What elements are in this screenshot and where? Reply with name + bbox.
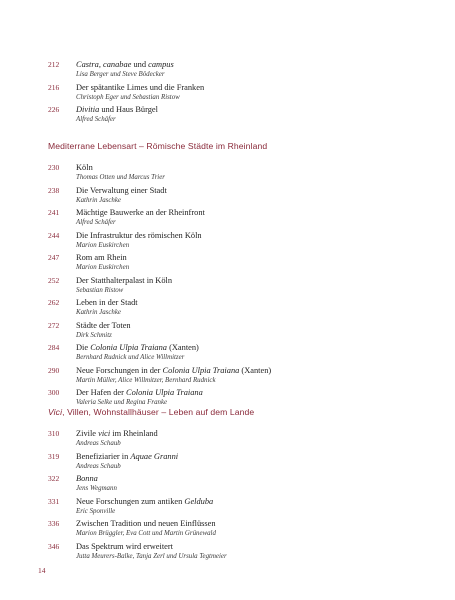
text-run: Die Infrastruktur des römischen Köln bbox=[76, 230, 202, 240]
toc-entry[interactable] bbox=[0, 518, 455, 541]
text-run: (Xanten) bbox=[239, 365, 272, 375]
text-run: , Villen, Wohnstallhäuser – Leben auf dem Lande bbox=[62, 407, 255, 417]
entry-authors: Valeria Selke und Regina Franke bbox=[76, 399, 168, 406]
entry-authors: Alfred Schäfer bbox=[76, 116, 116, 123]
entry-page-number: 346 bbox=[48, 541, 60, 551]
text-run: im Rheinland bbox=[110, 429, 158, 438]
text-run: Mächtige Bauwerke an der Rheinfront bbox=[76, 208, 205, 217]
entry-page-number: 216 bbox=[48, 82, 60, 92]
text-run: Neue Forschungen zum antiken bbox=[76, 496, 185, 506]
entry-page-number: 212 bbox=[48, 60, 60, 69]
entry-authors: Lisa Berger und Steve Bödecker bbox=[76, 71, 165, 78]
entry-page-number: 247 bbox=[48, 253, 60, 262]
toc-entry[interactable] bbox=[0, 342, 455, 365]
toc-entry[interactable] bbox=[0, 185, 455, 208]
text-run: Benefiziarier in bbox=[76, 451, 131, 461]
page-number: 14 bbox=[38, 566, 46, 575]
entry-page-number: 322 bbox=[48, 474, 60, 483]
toc-entry[interactable] bbox=[0, 59, 455, 82]
text-run: (Xanten) bbox=[166, 343, 199, 352]
toc-entry[interactable] bbox=[0, 473, 455, 496]
toc-top-entries bbox=[0, 59, 455, 127]
toc-entry[interactable] bbox=[0, 365, 455, 388]
entry-authors: Alfred Schäfer bbox=[76, 219, 116, 226]
text-run: Colonia Ulpia Traiana bbox=[126, 388, 203, 397]
entry-authors: Marion Euskirchen bbox=[76, 241, 130, 249]
entry-authors: Christoph Eger und Sebastian Ristow bbox=[76, 93, 180, 101]
toc-entry[interactable] bbox=[0, 275, 455, 298]
entry-authors: Martin Müller, Alice Willmitzer, Bernhard Rudnick bbox=[76, 376, 216, 384]
text-run: vici bbox=[98, 429, 111, 438]
text-run: campus bbox=[148, 60, 174, 69]
text-run: Neue Forschungen in der bbox=[76, 365, 163, 375]
entry-authors: Bernhard Rudnick und Alice Willmitzer bbox=[76, 354, 185, 361]
entry-page-number: 230 bbox=[48, 163, 60, 172]
entry-page-number: 252 bbox=[48, 275, 60, 285]
toc-entry[interactable] bbox=[0, 451, 455, 474]
entry-page-number: 290 bbox=[48, 365, 60, 375]
toc-entry[interactable] bbox=[0, 541, 455, 564]
text-run: Das Spektrum wird erweitert bbox=[76, 541, 173, 551]
text-run: Rom am Rhein bbox=[76, 253, 127, 262]
entry-authors: Jens Wegmann bbox=[76, 485, 117, 492]
entry-page-number: 238 bbox=[48, 185, 60, 195]
text-run: Die bbox=[76, 343, 91, 352]
text-run: Der spätantike Limes und die Franken bbox=[76, 82, 205, 92]
entry-authors: Andreas Schaub bbox=[76, 440, 121, 447]
section-heading-staedte bbox=[48, 141, 267, 151]
entry-page-number: 310 bbox=[48, 429, 60, 438]
text-run: Divitia bbox=[76, 105, 100, 114]
text-run: , bbox=[98, 60, 103, 69]
text-run: Zwischen Tradition und neuen Einflüssen bbox=[76, 519, 216, 528]
section-heading-land bbox=[48, 407, 254, 417]
entry-page-number: 300 bbox=[48, 388, 60, 397]
entry-authors: Eric Sponville bbox=[76, 507, 116, 515]
entry-authors: Jutta Meurers-Balke, Tanja Zerl und Ursula Tegtmeier bbox=[76, 552, 227, 560]
toc-entry[interactable] bbox=[0, 496, 455, 519]
entry-authors: Kathrin Jaschke bbox=[76, 309, 121, 316]
entry-page-number: 226 bbox=[48, 105, 60, 114]
text-run: Colonia Ulpia Traiana bbox=[162, 365, 240, 375]
text-run: und Haus Bürgel bbox=[99, 105, 158, 114]
entry-authors: Marion Euskirchen bbox=[76, 264, 130, 271]
toc-entry[interactable] bbox=[0, 320, 455, 343]
text-run: Der Statthalterpalast in Köln bbox=[76, 275, 173, 285]
text-run: Gelduba bbox=[184, 496, 214, 506]
text-run: Köln bbox=[76, 163, 93, 172]
entry-authors: Dirk Schmitz bbox=[76, 331, 112, 339]
entry-page-number: 244 bbox=[48, 230, 60, 240]
toc-entry[interactable] bbox=[0, 162, 455, 185]
text-run: und bbox=[131, 60, 149, 69]
text-run: Leben in der Stadt bbox=[76, 298, 138, 307]
text-run: Mediterrane Lebensart – Römische Städte im Rheinland bbox=[48, 141, 268, 151]
text-run: Zivile bbox=[76, 429, 99, 438]
entry-page-number: 241 bbox=[48, 208, 60, 217]
text-run: Die Verwaltung einer Stadt bbox=[76, 185, 167, 195]
entry-page-number: 331 bbox=[48, 496, 60, 506]
entry-authors: Kathrin Jaschke bbox=[76, 196, 121, 204]
entry-page-number: 336 bbox=[48, 519, 60, 528]
text-run: Städte der Toten bbox=[76, 320, 131, 330]
entry-page-number: 284 bbox=[48, 343, 60, 352]
text-run: canabae bbox=[103, 60, 132, 69]
toc-entry[interactable] bbox=[0, 428, 455, 451]
entry-authors: Andreas Schaub bbox=[76, 462, 121, 470]
text-run: Der Hafen der bbox=[76, 388, 126, 397]
toc-entry[interactable] bbox=[0, 230, 455, 253]
text-run: Vici bbox=[48, 407, 63, 417]
entry-page-number: 272 bbox=[48, 320, 60, 330]
text-run: Colonia Ulpia Traiana bbox=[90, 343, 167, 352]
entry-authors: Marion Brüggler, Eva Cott und Martin Grünewald bbox=[76, 530, 216, 537]
toc-entry[interactable] bbox=[0, 207, 455, 230]
text-run: Bonna bbox=[76, 474, 98, 483]
toc-entry[interactable] bbox=[0, 252, 455, 275]
toc-entry[interactable] bbox=[0, 297, 455, 320]
entry-page-number: 319 bbox=[48, 451, 60, 461]
text-run: Castra bbox=[76, 60, 99, 69]
toc-section-staedte bbox=[0, 162, 455, 410]
entry-authors: Sebastian Ristow bbox=[76, 286, 124, 294]
toc-section-land bbox=[0, 428, 455, 563]
toc-entry[interactable] bbox=[0, 104, 455, 127]
entry-authors: Thomas Otten und Marcus Trier bbox=[76, 174, 165, 181]
entry-page-number: 262 bbox=[48, 298, 60, 307]
toc-entry[interactable] bbox=[0, 82, 455, 105]
text-run: Aquae Granni bbox=[130, 451, 179, 461]
